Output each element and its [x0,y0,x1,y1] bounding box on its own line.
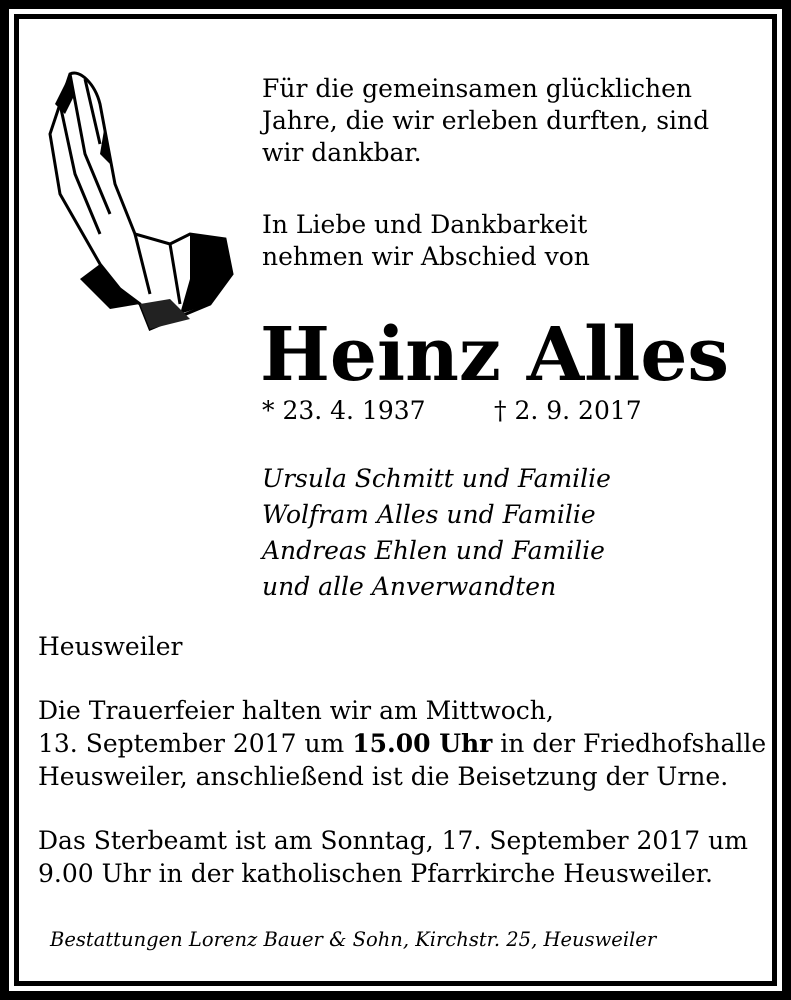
intro-line: wir dankbar. [262,138,422,167]
mourner-line: Andreas Ehlen und Familie [262,536,605,565]
ceremony-line: Heusweiler, anschließend ist die Beisetzung der Urne. [38,762,729,791]
intro-line: Für die gemeinsamen glücklichen [262,74,693,103]
mourner-line: Wolfram Alles und Familie [262,500,596,529]
ceremony-time: 15.00 Uhr [352,729,493,758]
deceased-name: Heinz Alles [260,312,730,398]
ceremony-line: Die Trauerfeier halten wir am Mittwoch, [38,696,554,725]
birth-date: * 23. 4. 1937 [262,396,426,425]
mourner-line: und alle Anverwandten [262,572,557,601]
death-date: † 2. 9. 2017 [494,396,642,425]
farewell-line: nehmen wir Abschied von [262,242,590,271]
mourner-line: Ursula Schmitt und Familie [262,464,611,493]
place: Heusweiler [38,632,183,661]
ceremony-line [38,728,766,761]
farewell-line: In Liebe und Dankbarkeit [262,210,588,239]
intro-line: Jahre, die wir erleben durften, sind [262,106,710,135]
praying-hands-icon [40,64,240,339]
funeral-home-footer: Bestattungen Lorenz Bauer & Sohn, Kirchstr. 25, Heusweiler [50,928,657,951]
mass-line: Das Sterbeamt ist am Sonntag, 17. September 2017 um [38,826,748,855]
ceremony-location: in der Friedhofshalle [492,729,767,758]
ceremony-date: 13. September 2017 um [38,729,353,758]
mass-line: 9.00 Uhr in der katholischen Pfarrkirche Heusweiler. [38,859,713,888]
